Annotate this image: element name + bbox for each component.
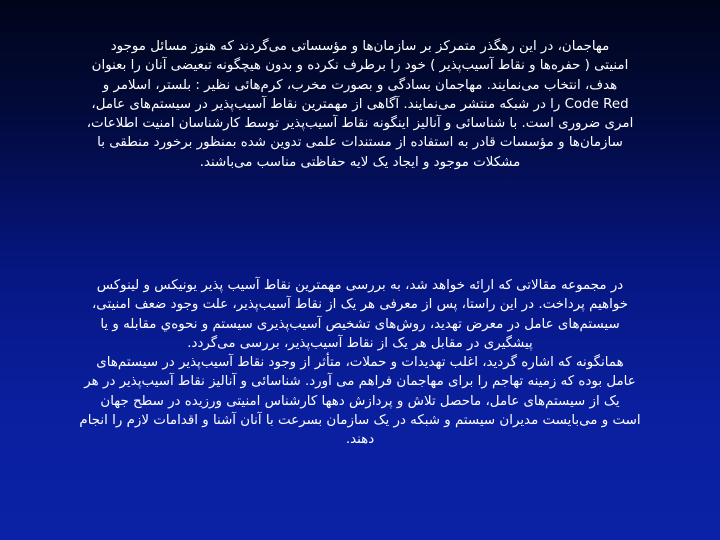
text-line: پیشگیری در مقابل هر یک از نقاط آسیب‌پذیر، بررسی می‌گردد. — [187, 335, 533, 351]
text-line: است و می‌بایست مدیران سیستم و شبکه در یک سازمان بسرعت با آنان آشنا و اقدامات لازم را انجام — [79, 413, 641, 429]
text-line: سیستم‌های عامل در معرض تهدید، روش‌های تشخیص آسیب‌پذیری سیستم و نحوه‌ي مقابله و یا — [100, 316, 620, 332]
text-line: یک از سیستم‌های عامل، ماحصل تلاش و پردازش دهها کارشناس امنیتی ورزیده در سطح جهان — [100, 393, 620, 409]
paragraph-attackers-vulnerabilities — [20, 37, 700, 172]
text-line: همانگونه که اشاره گردید، اغلب تهدیدات و حملات، متأثر از وجود نقاط آسیب‌پذیر در سیستم‌های — [96, 355, 624, 371]
text-line: امری ضروری است. با شناسائی و آنالیز اینگونه نقاط آسیب‌پذیر توسط کارشناسان امنیت اطلاعات، — [86, 116, 634, 132]
text-line: امنیتی ( حفره‌ها و نقاط آسیب‌پذیر ) خود را برطرف نکرده و بدون هیچگونه تبعیضی آنان را بعنوان — [91, 58, 629, 74]
paragraph-article-series — [20, 276, 700, 450]
text-line: مشکلات موجود و ایجاد یک لایه حفاظتی مناسب می‌باشند. — [199, 154, 521, 170]
text-line: سازمان‌ها و مؤسسات قادر به استفاده از مستندات علمی تدوین شده بمنظور برخورد منطقی با — [97, 135, 623, 151]
text-line: هدف، انتخاب می‌نمایند. مهاجمان بسادگی و بصورت مخرب، کرم‌هائی نظیر : بلستر، اسلامر و — [102, 77, 618, 93]
text-line: مهاجمان، در این رهگذر متمرکز بر سازمان‌ها و مؤسساتی می‌گردند که هنوز مسائل موجود — [110, 39, 610, 54]
text-line: خواهیم پرداخت. در این راستا، پس از معرفی هر یک از نقاط آسیب‌پذیر، علت وجود ضعف امنیتی، — [91, 297, 629, 313]
text-line: عامل بوده که زمینه تهاجم را برای مهاجمان فراهم می آورد. شناسائی و آنالیز نقاط آسیب‌پذیر در هر — [84, 374, 636, 390]
text-line: Code Red را در شبکه منتشر می‌نمایند. آگاهی از مهمترین نقاط آسیب‌پذیر در سیستم‌های عامل، — [91, 96, 629, 112]
text-line: دهند. — [345, 432, 375, 448]
text-line: در مجموعه مقالاتی که ارائه خواهد شد، به بررسی مهمترین نقاط آسیب پذیر یونیکس و لینوکس — [96, 278, 624, 293]
